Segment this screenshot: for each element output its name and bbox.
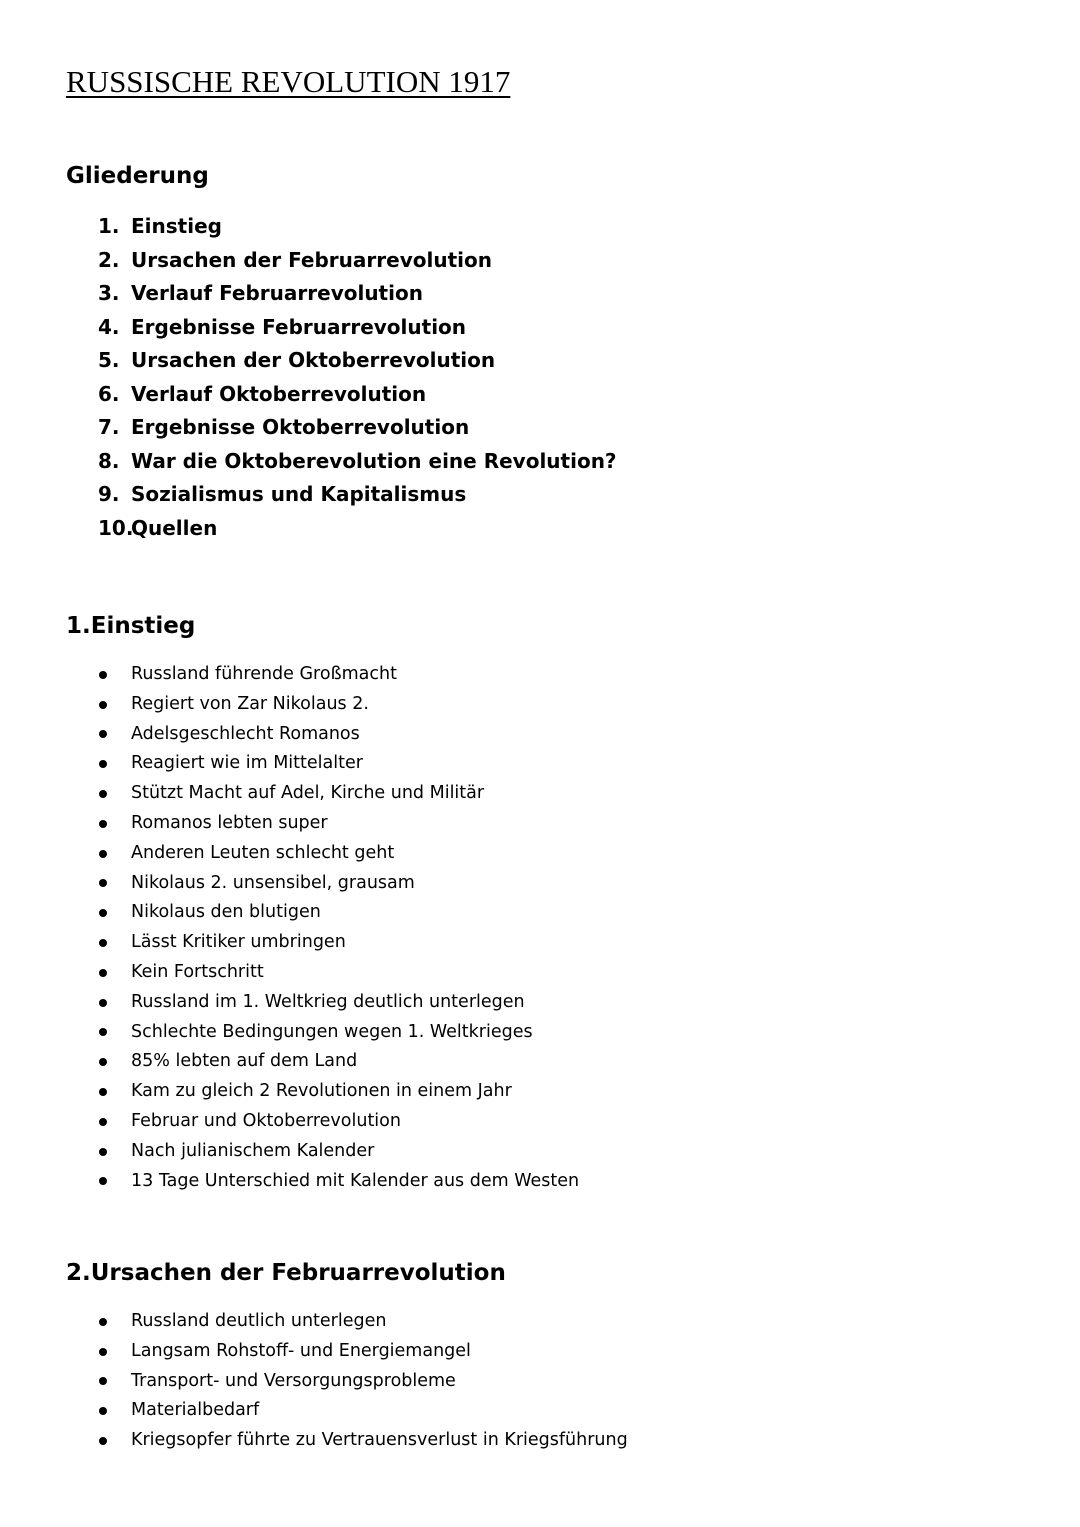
outline-label: Quellen: [131, 515, 218, 540]
heading-ursachen-februarrevolution: 2.Ursachen der Februarrevolution: [66, 1260, 506, 1286]
bullet-icon: [99, 1177, 107, 1185]
outline-label: Verlauf Februarrevolution: [131, 281, 423, 305]
outline-label: Ursachen der Februarrevolution: [131, 247, 492, 272]
list-item: [98, 1047, 579, 1077]
list-item: [98, 898, 579, 928]
list-item-text: Nach julianischem Kalender: [131, 1140, 375, 1161]
outline-item: [98, 344, 617, 378]
outline-number: 1.: [98, 214, 120, 238]
outline-item: [98, 445, 617, 479]
list-item: [98, 660, 579, 690]
outline-number: 5.: [98, 348, 120, 372]
list-item-text: Schlechte Bedingungen wegen 1. Weltkrieges: [131, 1021, 533, 1042]
outline-label: Verlauf Oktoberrevolution: [131, 381, 427, 406]
bullet-icon: [99, 939, 107, 947]
list-item: [98, 1426, 628, 1456]
outline-number: 2.: [98, 247, 120, 272]
bullet-icon: [99, 1088, 107, 1096]
list-item-text: Kriegsopfer führte zu Vertrauensverlust in Kriegsführung: [131, 1430, 628, 1451]
bullet-icon: [99, 850, 107, 858]
outline-number: 9.: [98, 482, 120, 506]
list-item: [98, 869, 579, 899]
bullet-icon: [99, 1437, 107, 1445]
list-item-text: Russland führende Großmacht: [131, 664, 397, 684]
list-item-text: Lässt Kritiker umbringen: [131, 932, 346, 953]
list-item-text: 85% lebten auf dem Land: [131, 1051, 358, 1072]
list-item: [98, 1107, 579, 1137]
bullet-icon: [99, 1148, 107, 1156]
einstieg-list: [98, 660, 579, 1196]
list-item: [98, 1367, 628, 1397]
bullet-icon: [99, 790, 107, 798]
bullet-icon: [99, 909, 107, 917]
outline-item: [98, 277, 617, 311]
bullet-icon: [99, 969, 107, 977]
outline-label: War die Oktoberevolution eine Revolution?: [131, 448, 617, 473]
list-item-text: Stützt Macht auf Adel, Kirche und Militär: [131, 783, 485, 804]
list-item-text: Romanos lebten super: [131, 812, 328, 833]
list-item-text: Langsam Rohstoff- und Energiemangel: [131, 1340, 471, 1361]
list-item: [98, 1337, 628, 1367]
list-item: [98, 720, 579, 750]
list-item-text: Transport- und Versorgungsprobleme: [131, 1370, 456, 1391]
list-item: [98, 988, 579, 1018]
heading-einstieg: 1.Einstieg: [66, 613, 196, 639]
bullet-icon: [99, 730, 107, 738]
bullet-icon: [99, 1377, 107, 1385]
list-item: [98, 749, 579, 779]
list-item-text: Adelsgeschlecht Romanos: [131, 723, 360, 744]
outline-number: 10.: [98, 515, 134, 540]
bullet-icon: [99, 820, 107, 828]
bullet-icon: [99, 1118, 107, 1126]
outline-item: [98, 512, 617, 546]
bullet-icon: [99, 879, 107, 887]
bullet-icon: [99, 1348, 107, 1356]
outline-label: Einstieg: [131, 214, 222, 238]
bullet-icon: [99, 999, 107, 1007]
list-item: [98, 1396, 628, 1426]
list-item-text: Nikolaus den blutigen: [131, 902, 321, 923]
list-item: [98, 928, 579, 958]
bullet-icon: [99, 671, 107, 679]
list-item: [98, 1167, 579, 1197]
list-item: [98, 1077, 579, 1107]
outline-list: [98, 210, 617, 545]
heading-gliederung: Gliederung: [66, 163, 209, 189]
list-item-text: Anderen Leuten schlecht geht: [131, 842, 395, 863]
outline-item: [98, 411, 617, 445]
outline-item: [98, 478, 617, 512]
list-item: [98, 839, 579, 869]
list-item: [98, 779, 579, 809]
outline-number: 4.: [98, 314, 120, 339]
outline-label: Ergebnisse Februarrevolution: [131, 314, 467, 339]
list-item: [98, 1018, 579, 1048]
list-item-text: Russland deutlich unterlegen: [131, 1311, 387, 1331]
outline-number: 8.: [98, 448, 120, 473]
list-item: [98, 1137, 579, 1167]
list-item-text: Russland im 1. Weltkrieg deutlich unterlegen: [131, 991, 525, 1012]
list-item-text: Materialbedarf: [131, 1400, 260, 1421]
list-item-text: Februar und Oktoberrevolution: [131, 1110, 401, 1131]
list-item: [98, 809, 579, 839]
bullet-icon: [99, 701, 107, 709]
outline-label: Ursachen der Oktoberrevolution: [131, 348, 496, 372]
list-item-text: Kein Fortschritt: [131, 961, 264, 982]
outline-number: 7.: [98, 415, 120, 439]
bullet-icon: [99, 1407, 107, 1415]
list-item-text: Reagiert wie im Mittelalter: [131, 753, 363, 774]
document-title: RUSSISCHE REVOLUTION 1917: [66, 64, 511, 99]
list-item-text: Kam zu gleich 2 Revolutionen in einem Jahr: [131, 1081, 512, 1102]
outline-item: [98, 378, 617, 412]
outline-item: [98, 210, 617, 244]
bullet-icon: [99, 760, 107, 768]
outline-item: [98, 311, 617, 345]
outline-label: Ergebnisse Oktoberrevolution: [131, 415, 470, 439]
bullet-icon: [99, 1058, 107, 1066]
list-item: [98, 1307, 628, 1337]
bullet-icon: [99, 1318, 107, 1326]
outline-number: 3.: [98, 281, 120, 305]
list-item-text: Regiert von Zar Nikolaus 2.: [131, 693, 369, 714]
list-item-text: 13 Tage Unterschied mit Kalender aus dem Westen: [131, 1170, 580, 1191]
outline-item: [98, 244, 617, 278]
outline-number: 6.: [98, 381, 120, 406]
list-item: [98, 958, 579, 988]
list-item: [98, 690, 579, 720]
list-item-text: Nikolaus 2. unsensibel, grausam: [131, 872, 415, 893]
outline-label: Sozialismus und Kapitalismus: [131, 482, 467, 506]
bullet-icon: [99, 1028, 107, 1036]
ursachen-list: [98, 1307, 628, 1456]
